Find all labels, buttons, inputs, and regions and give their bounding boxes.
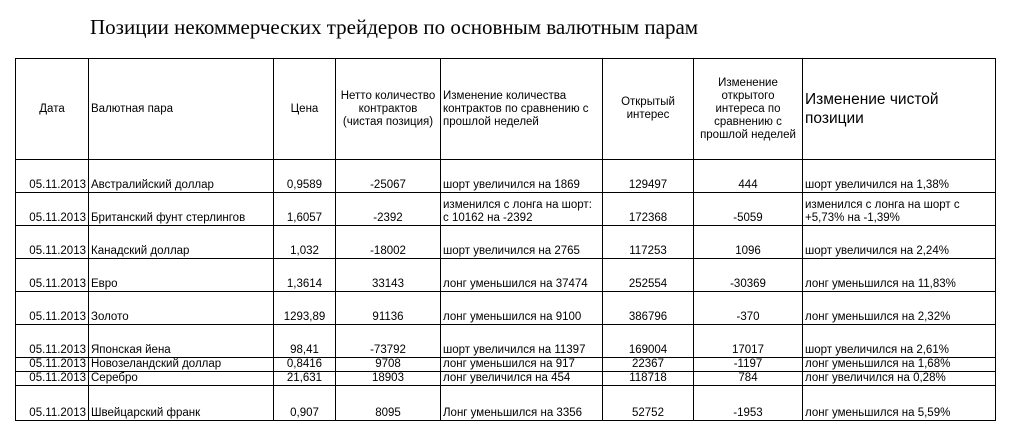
- cell-change-contracts: изменился с лонга на шорт: с 10162 на -2392: [441, 193, 603, 226]
- cell-change-net: лонг уменьшился на 5,59%: [803, 386, 996, 421]
- page-title: Позиции некоммерческих трейдеров по основным валютным парам: [90, 15, 699, 39]
- cell-open-interest: 117253: [603, 226, 694, 259]
- cell-net: -73792: [336, 325, 441, 358]
- cell-date: 05.11.2013: [16, 358, 89, 372]
- cell-change-oi: -1953: [694, 386, 803, 421]
- cell-pair: Канадский доллар: [89, 226, 274, 259]
- cell-change-oi: -5059: [694, 193, 803, 226]
- cell-change-oi: 784: [694, 372, 803, 386]
- cell-net: 33143: [336, 259, 441, 292]
- cell-change-contracts: лонг уменьшился на 37474: [441, 259, 603, 292]
- cell-change-net: изменился с лонга на шорт с +5,73% на -1,39%: [803, 193, 996, 226]
- cell-date: 05.11.2013: [16, 226, 89, 259]
- cell-date: 05.11.2013: [16, 160, 89, 193]
- cell-open-interest: 252554: [603, 259, 694, 292]
- cell-open-interest: 386796: [603, 292, 694, 325]
- cell-change-net: лонг увеличился на 0,28%: [803, 372, 996, 386]
- cell-date: 05.11.2013: [16, 372, 89, 386]
- cell-change-contracts: лонг увеличился на 454: [441, 372, 603, 386]
- positions-table: [15, 58, 996, 421]
- cell-date: 05.11.2013: [16, 193, 89, 226]
- cell-price: 1293,89: [274, 292, 336, 325]
- cell-net: 8095: [336, 386, 441, 421]
- header-change-oi: Изменение открытого интереса по сравнению с прошлой неделей: [694, 59, 803, 160]
- cell-change-contracts: шорт увеличился на 2765: [441, 226, 603, 259]
- table-row: [16, 226, 996, 259]
- cell-open-interest: 169004: [603, 325, 694, 358]
- cell-change-oi: -370: [694, 292, 803, 325]
- cell-pair: Евро: [89, 259, 274, 292]
- cell-change-oi: -30369: [694, 259, 803, 292]
- cell-net: -25067: [336, 160, 441, 193]
- cell-date: 05.11.2013: [16, 292, 89, 325]
- cell-change-contracts: лонг уменьшился на 917: [441, 358, 603, 372]
- cell-date: 05.11.2013: [16, 386, 89, 421]
- cell-change-oi: 444: [694, 160, 803, 193]
- header-price: Цена: [274, 59, 336, 160]
- table-row: [16, 358, 996, 372]
- cell-change-net: шорт увеличился на 2,61%: [803, 325, 996, 358]
- cell-net: 9708: [336, 358, 441, 372]
- table-row: [16, 292, 996, 325]
- cell-price: 0,8416: [274, 358, 336, 372]
- cell-open-interest: 118718: [603, 372, 694, 386]
- cell-pair: Австралийский доллар: [89, 160, 274, 193]
- table-row: [16, 372, 996, 386]
- cell-change-oi: -1197: [694, 358, 803, 372]
- cell-change-net: лонг уменьшился на 2,32%: [803, 292, 996, 325]
- table-row: [16, 259, 996, 292]
- header-change-contracts: Изменение количества контрактов по сравнению с прошлой неделей: [441, 59, 603, 160]
- cell-change-oi: 17017: [694, 325, 803, 358]
- header-pair: Валютная пара: [89, 59, 274, 160]
- table-header-row: [16, 59, 996, 160]
- cell-pair: Швейцарский франк: [89, 386, 274, 421]
- cell-change-net: лонг уменьшился на 1,68%: [803, 358, 996, 372]
- header-open-interest: Открытый интерес: [603, 59, 694, 160]
- cell-change-contracts: Лонг уменьшился на 3356: [441, 386, 603, 421]
- cell-date: 05.11.2013: [16, 325, 89, 358]
- cell-pair: Серебро: [89, 372, 274, 386]
- header-date: Дата: [16, 59, 89, 160]
- cell-net: -2392: [336, 193, 441, 226]
- table-row: [16, 325, 996, 358]
- cell-price: 98,41: [274, 325, 336, 358]
- cell-pair: Новозеландский доллар: [89, 358, 274, 372]
- header-net: Нетто количество контрактов (чистая позиция): [336, 59, 441, 160]
- cell-open-interest: 22367: [603, 358, 694, 372]
- cell-change-contracts: лонг уменьшился на 9100: [441, 292, 603, 325]
- cell-price: 1,3614: [274, 259, 336, 292]
- cell-price: 1,032: [274, 226, 336, 259]
- cell-price: 1,6057: [274, 193, 336, 226]
- table-row: [16, 160, 996, 193]
- cell-pair: Золото: [89, 292, 274, 325]
- cell-change-net: шорт увеличился на 1,38%: [803, 160, 996, 193]
- cell-change-contracts: шорт увеличился на 1869: [441, 160, 603, 193]
- cell-net: -18002: [336, 226, 441, 259]
- header-change-net: Изменение чистой позиции: [803, 59, 996, 160]
- cell-pair: Британский фунт стерлингов: [89, 193, 274, 226]
- cell-change-net: лонг уменьшился на 11,83%: [803, 259, 996, 292]
- cell-change-net: шорт увеличился на 2,24%: [803, 226, 996, 259]
- cell-change-oi: 1096: [694, 226, 803, 259]
- cell-change-contracts: шорт увеличился на 11397: [441, 325, 603, 358]
- cell-price: 21,631: [274, 372, 336, 386]
- cell-open-interest: 172368: [603, 193, 694, 226]
- cell-open-interest: 52752: [603, 386, 694, 421]
- cell-net: 18903: [336, 372, 441, 386]
- cell-net: 91136: [336, 292, 441, 325]
- cell-price: 0,9589: [274, 160, 336, 193]
- cell-pair: Японская йена: [89, 325, 274, 358]
- cell-open-interest: 129497: [603, 160, 694, 193]
- table-row: [16, 386, 996, 421]
- table-row: [16, 193, 996, 226]
- cell-date: 05.11.2013: [16, 259, 89, 292]
- cell-price: 0,907: [274, 386, 336, 421]
